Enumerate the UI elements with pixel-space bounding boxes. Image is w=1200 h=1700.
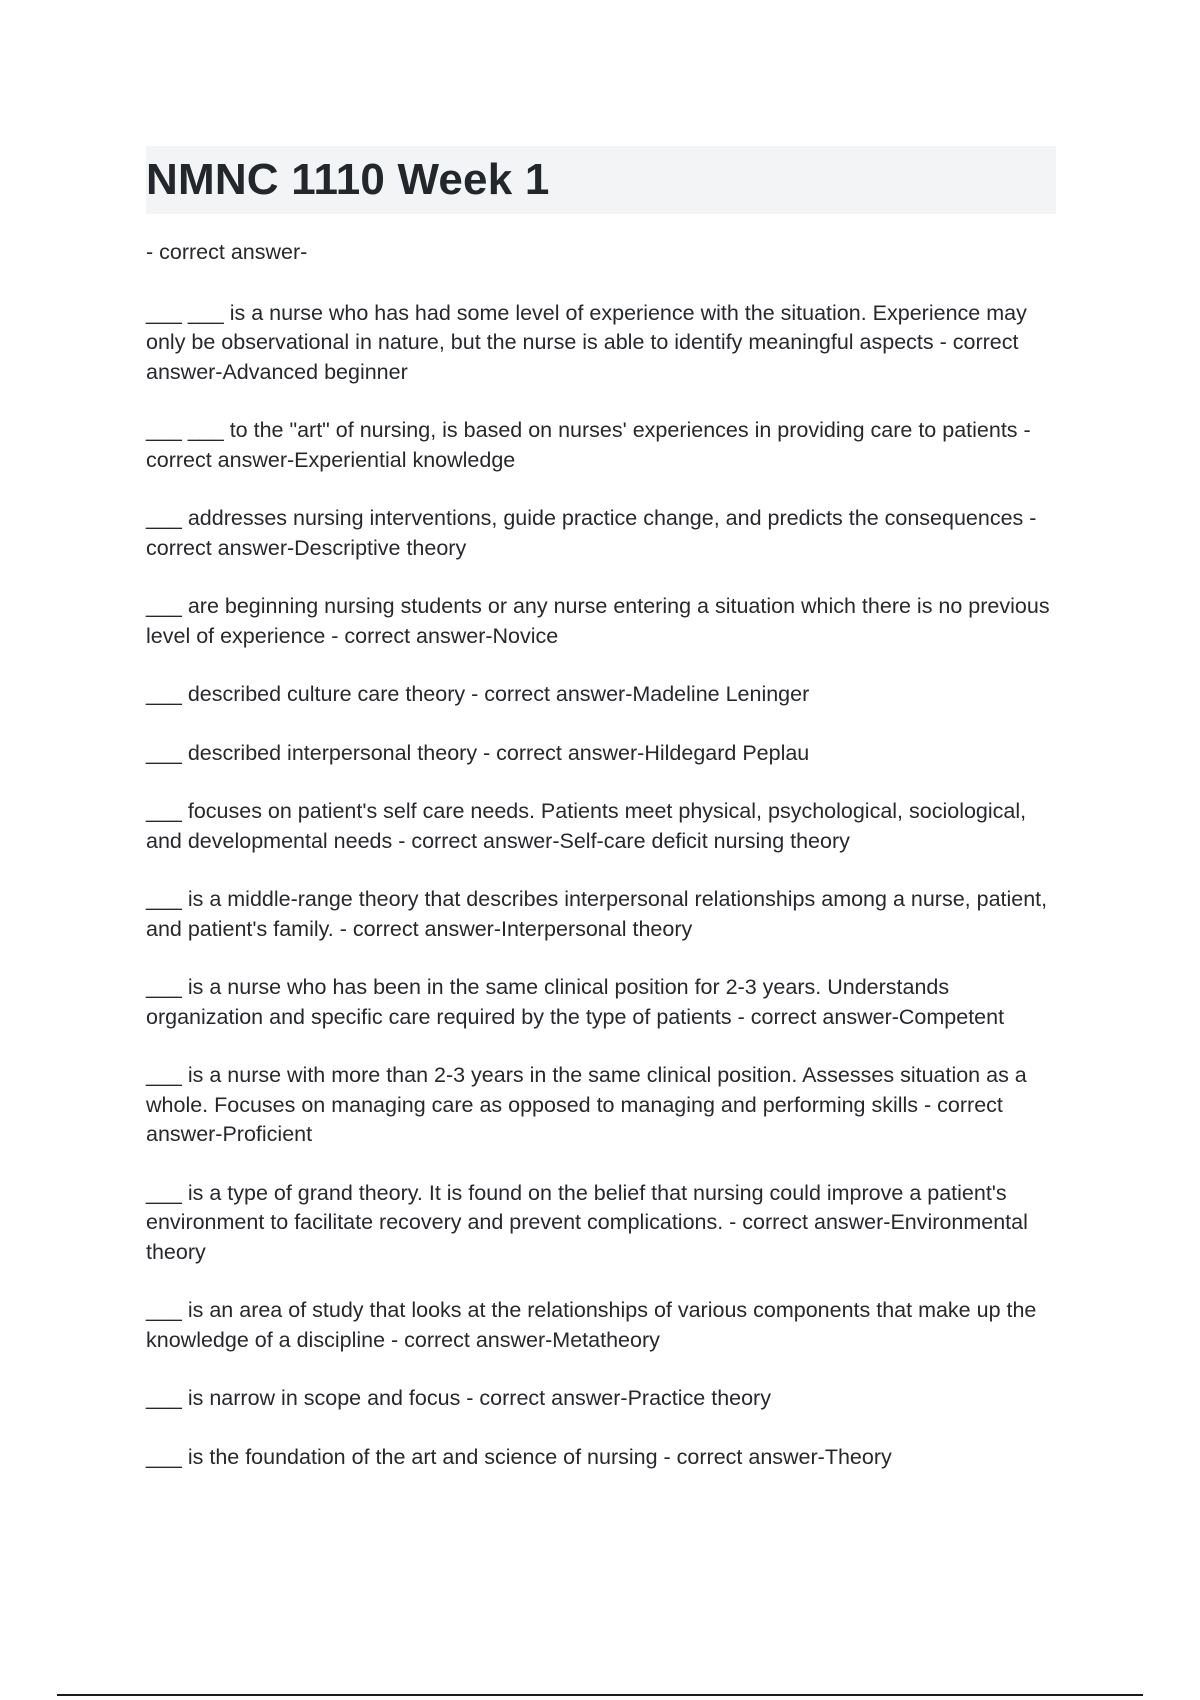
qa-item: - correct answer- xyxy=(146,240,308,264)
title-bar xyxy=(146,146,1056,214)
page-title: NMNC 1110 Week 1 xyxy=(146,155,550,204)
qa-item: ___ addresses nursing interventions, guide practice change, and predicts the consequences - correct answer-Descriptive theory xyxy=(146,506,1037,560)
qa-list xyxy=(146,238,1058,1501)
footer-divider xyxy=(57,1694,1143,1696)
qa-item: ___ is narrow in scope and focus - correct answer-Practice theory xyxy=(146,1386,771,1410)
qa-item: ___ are beginning nursing students or any nurse entering a situation which there is no previous level of experience - correct answer-Novice xyxy=(146,594,1050,648)
qa-item: ___ described interpersonal theory - correct answer-Hildegard Peplau xyxy=(146,740,810,765)
qa-item: ___ described culture care theory - correct answer-Madeline Leninger xyxy=(146,682,810,706)
qa-item: ___ is a nurse who has been in the same clinical position for 2-3 years. Understands organization and specific care required by the type of patients - correct answer-Competent xyxy=(146,975,1005,1029)
qa-item: ___ is a nurse with more than 2-3 years in the same clinical position. Assesses situation as a whole. Focuses on managing care as opposed to managing and performing skills - correct answer-Proficient xyxy=(146,1063,1027,1146)
qa-item: ___ is a type of grand theory. It is found on the belief that nursing could improve a patient's environment to facilitate recovery and prevent complications. - correct answer-Environmental theory xyxy=(146,1180,1028,1264)
qa-item: ___ ___ is a nurse who has had some level of experience with the situation. Experience may only be observational in nature, but the nurse is able to identify meaningful aspects - correct answer-Advanced beginner xyxy=(146,300,1027,384)
qa-item: ___ focuses on patient's self care needs. Patients meet physical, psychological, sociological, and developmental needs - correct answer-Self-care deficit nursing theory xyxy=(146,799,1027,853)
qa-item: ___ is the foundation of the art and science of nursing - correct answer-Theory xyxy=(146,1444,892,1469)
qa-item: ___ ___ to the "art" of nursing, is based on nurses' experiences in providing care to patients - correct answer-Experiential knowledge xyxy=(146,418,1031,472)
qa-item: ___ is a middle-range theory that describes interpersonal relationships among a nurse, patient, and patient's family. - correct answer-Interpersonal theory xyxy=(146,887,1048,941)
qa-item: ___ is an area of study that looks at the relationships of various components that make up the knowledge of a discipline - correct answer-Metatheory xyxy=(146,1298,1037,1352)
